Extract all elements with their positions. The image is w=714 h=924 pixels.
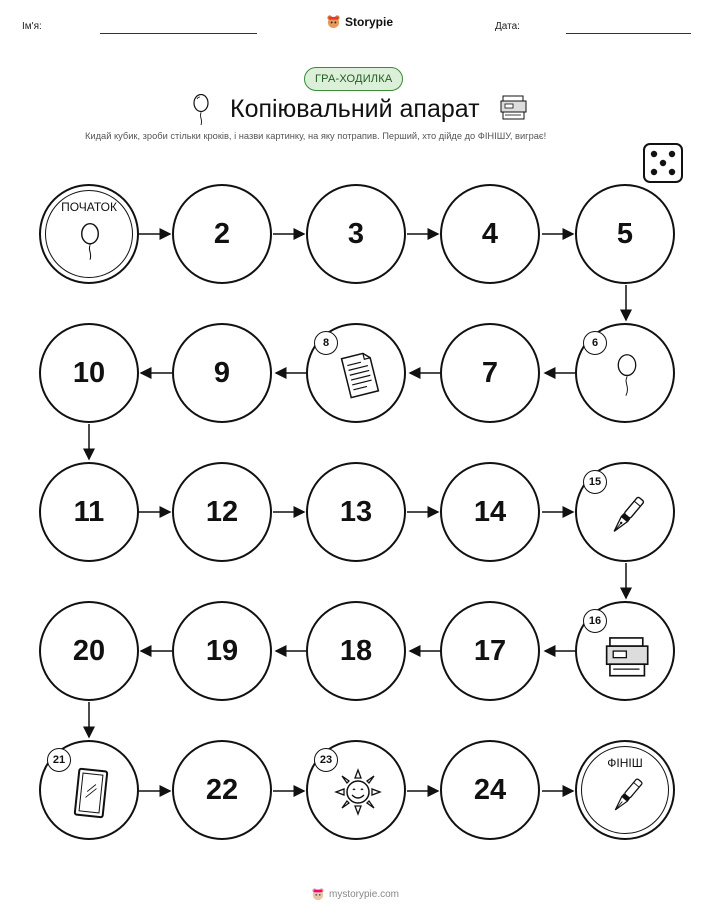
page-title: Копіювальний апарат: [230, 95, 480, 123]
cell-number: 9: [213, 356, 231, 389]
cell-number: 22: [205, 773, 239, 806]
board-cell-16[interactable]: [575, 601, 675, 701]
board-cell-finish[interactable]: [575, 740, 675, 840]
cell-tag: 21: [47, 748, 71, 772]
cell-number: 20: [72, 634, 106, 667]
cell-number: 5: [616, 217, 634, 250]
tablet-icon: [71, 766, 111, 820]
date-label: Дата:: [495, 21, 520, 32]
cell-tag: 23: [314, 748, 338, 772]
cell-number: 3: [347, 217, 365, 250]
board-cell-20[interactable]: [39, 601, 139, 701]
board-cell-15[interactable]: [575, 462, 675, 562]
board-cell-18[interactable]: [306, 601, 406, 701]
board-cell-24[interactable]: [440, 740, 540, 840]
sun-icon: [334, 768, 382, 816]
board-cell-start[interactable]: [39, 184, 139, 284]
start-label: ПОЧАТОК: [61, 200, 117, 214]
fountain-pen-icon: [607, 776, 647, 816]
cell-number: 7: [481, 356, 499, 389]
cell-number: 10: [72, 356, 106, 389]
board-cell-23[interactable]: [306, 740, 406, 840]
footer-url[interactable]: mystorypie.com: [329, 888, 400, 900]
board-cell-14[interactable]: [440, 462, 540, 562]
board-cell-17[interactable]: [440, 601, 540, 701]
board-cell-21[interactable]: [39, 740, 139, 840]
board-cell-7[interactable]: [440, 323, 540, 423]
cell-number: 4: [481, 217, 499, 250]
board-cell-8[interactable]: [306, 323, 406, 423]
board-cell-5[interactable]: [575, 184, 675, 284]
cell-number: 13: [339, 495, 373, 528]
board-cell-4[interactable]: [440, 184, 540, 284]
cell-tag: 6: [583, 331, 607, 355]
cell-tag: 15: [583, 470, 607, 494]
brand-bear-icon: [311, 887, 325, 901]
board-cell-11[interactable]: [39, 462, 139, 562]
board-cell-6[interactable]: [575, 323, 675, 423]
balloon-icon: [77, 222, 103, 262]
game-type-badge: ГРА-ХОДИЛКА: [304, 67, 403, 91]
cell-tag: 16: [583, 609, 607, 633]
board-cell-22[interactable]: [172, 740, 272, 840]
cell-number: 12: [205, 495, 239, 528]
brand-name: Storypie: [345, 14, 394, 29]
cell-number: 11: [73, 495, 105, 528]
cell-number: 14: [473, 495, 507, 528]
cell-tag: 8: [314, 331, 338, 355]
board-cell-2[interactable]: [172, 184, 272, 284]
cell-number: 19: [205, 634, 239, 667]
cell-number: 2: [213, 217, 231, 250]
balloon-icon: [615, 353, 639, 399]
board-cell-9[interactable]: [172, 323, 272, 423]
cell-number: 24: [473, 773, 507, 806]
copier-icon: [603, 633, 653, 679]
board-cell-3[interactable]: [306, 184, 406, 284]
instructions: Кидай кубик, зроби стільки кроків, і назви картинку, на яку потрапив. Перший, хто дійде до ФІНІШУ, виграє!: [85, 131, 547, 141]
board-cell-19[interactable]: [172, 601, 272, 701]
board-cell-12[interactable]: [172, 462, 272, 562]
cell-number: 18: [339, 634, 373, 667]
footer: [311, 887, 399, 901]
fountain-pen-icon: [605, 494, 649, 538]
name-label: Ім'я:: [22, 21, 42, 32]
finish-label: ФІНІШ: [607, 756, 643, 770]
cell-number: 17: [473, 634, 507, 667]
board-cell-13[interactable]: [306, 462, 406, 562]
document-icon: [338, 351, 380, 399]
board-cell-10[interactable]: [39, 323, 139, 423]
